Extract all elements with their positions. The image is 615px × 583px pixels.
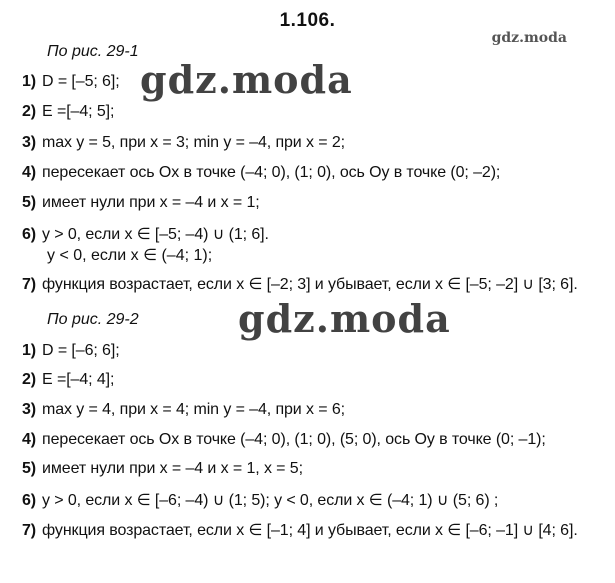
answer-line: [22, 274, 578, 294]
item-number: 3): [22, 401, 37, 418]
item-number: 2): [22, 371, 37, 388]
answer-line: [22, 194, 260, 212]
watermark-small: gdz.moda: [491, 30, 567, 46]
item-text: E =[–4; 4];: [42, 371, 115, 388]
item-text: max y = 5, при x = 3; min y = –4, при x = 2;: [42, 134, 345, 151]
item-number: 5): [22, 460, 37, 477]
item-text: имеет нули при x = –4 и x = 1;: [42, 194, 260, 211]
section-caption-2: По рис. 29-2: [47, 311, 139, 328]
answer-line: [22, 73, 120, 91]
item-text: пересекает ось Ox в точке (–4; 0), (1; 0), ось Oy в точке (0; –2);: [42, 164, 501, 181]
item-number: 2): [22, 103, 37, 120]
item-number: 7): [22, 522, 37, 539]
item-number: 6): [22, 226, 37, 243]
answer-line: [22, 371, 114, 389]
answer-line: [22, 164, 500, 182]
answer-line: [22, 134, 345, 152]
item-text: имеет нули при x = –4 и x = 1, x = 5;: [42, 460, 303, 477]
item-number: 4): [22, 164, 37, 181]
item-number: 6): [22, 492, 37, 509]
page-title: 1.106.: [279, 10, 336, 31]
item-number: 5): [22, 194, 37, 211]
item-text: y > 0, если x ∈ [–5; –4) ∪ (1; 6].: [42, 226, 269, 243]
answer-line: [22, 460, 303, 478]
watermark-large: gdz.moda: [140, 57, 353, 102]
item-text: E =[–4; 5];: [42, 103, 115, 120]
item-text-continued: y < 0, если x ∈ (–4; 1);: [47, 247, 213, 264]
answer-line: [22, 490, 498, 510]
item-text: y > 0, если x ∈ [–6; –4) ∪ (1; 5); y < 0, если x ∈ (–4; 1) ∪ (5; 6) ;: [42, 492, 499, 509]
answer-line: [22, 520, 578, 540]
answer-line: [22, 103, 114, 121]
item-number: 1): [22, 73, 37, 90]
answer-line: [22, 342, 120, 360]
item-text: D = [–5; 6];: [42, 73, 120, 90]
item-text: функция возрастает, если x ∈ [–2; 3] и убывает, если x ∈ [–5; –2] ∪ [3; 6].: [42, 276, 578, 293]
item-number: 1): [22, 342, 37, 359]
item-number: 7): [22, 276, 37, 293]
item-text: D = [–6; 6];: [42, 342, 120, 359]
item-text: max y = 4, при x = 4; min y = –4, при x = 6;: [42, 401, 345, 418]
item-number: 3): [22, 134, 37, 151]
item-number: 4): [22, 431, 37, 448]
answer-line: [22, 401, 345, 419]
answer-line: [22, 431, 546, 449]
answer-line: [22, 224, 269, 244]
item-text: функция возрастает, если x ∈ [–1; 4] и убывает, если x ∈ [–6; –1] ∪ [4; 6].: [42, 522, 578, 539]
section-caption-1: По рис. 29-1: [47, 43, 139, 60]
watermark-large: gdz.moda: [238, 296, 451, 341]
item-text: пересекает ось Ox в точке (–4; 0), (1; 0), (5; 0), ось Oy в точке (0; –1);: [42, 431, 546, 448]
